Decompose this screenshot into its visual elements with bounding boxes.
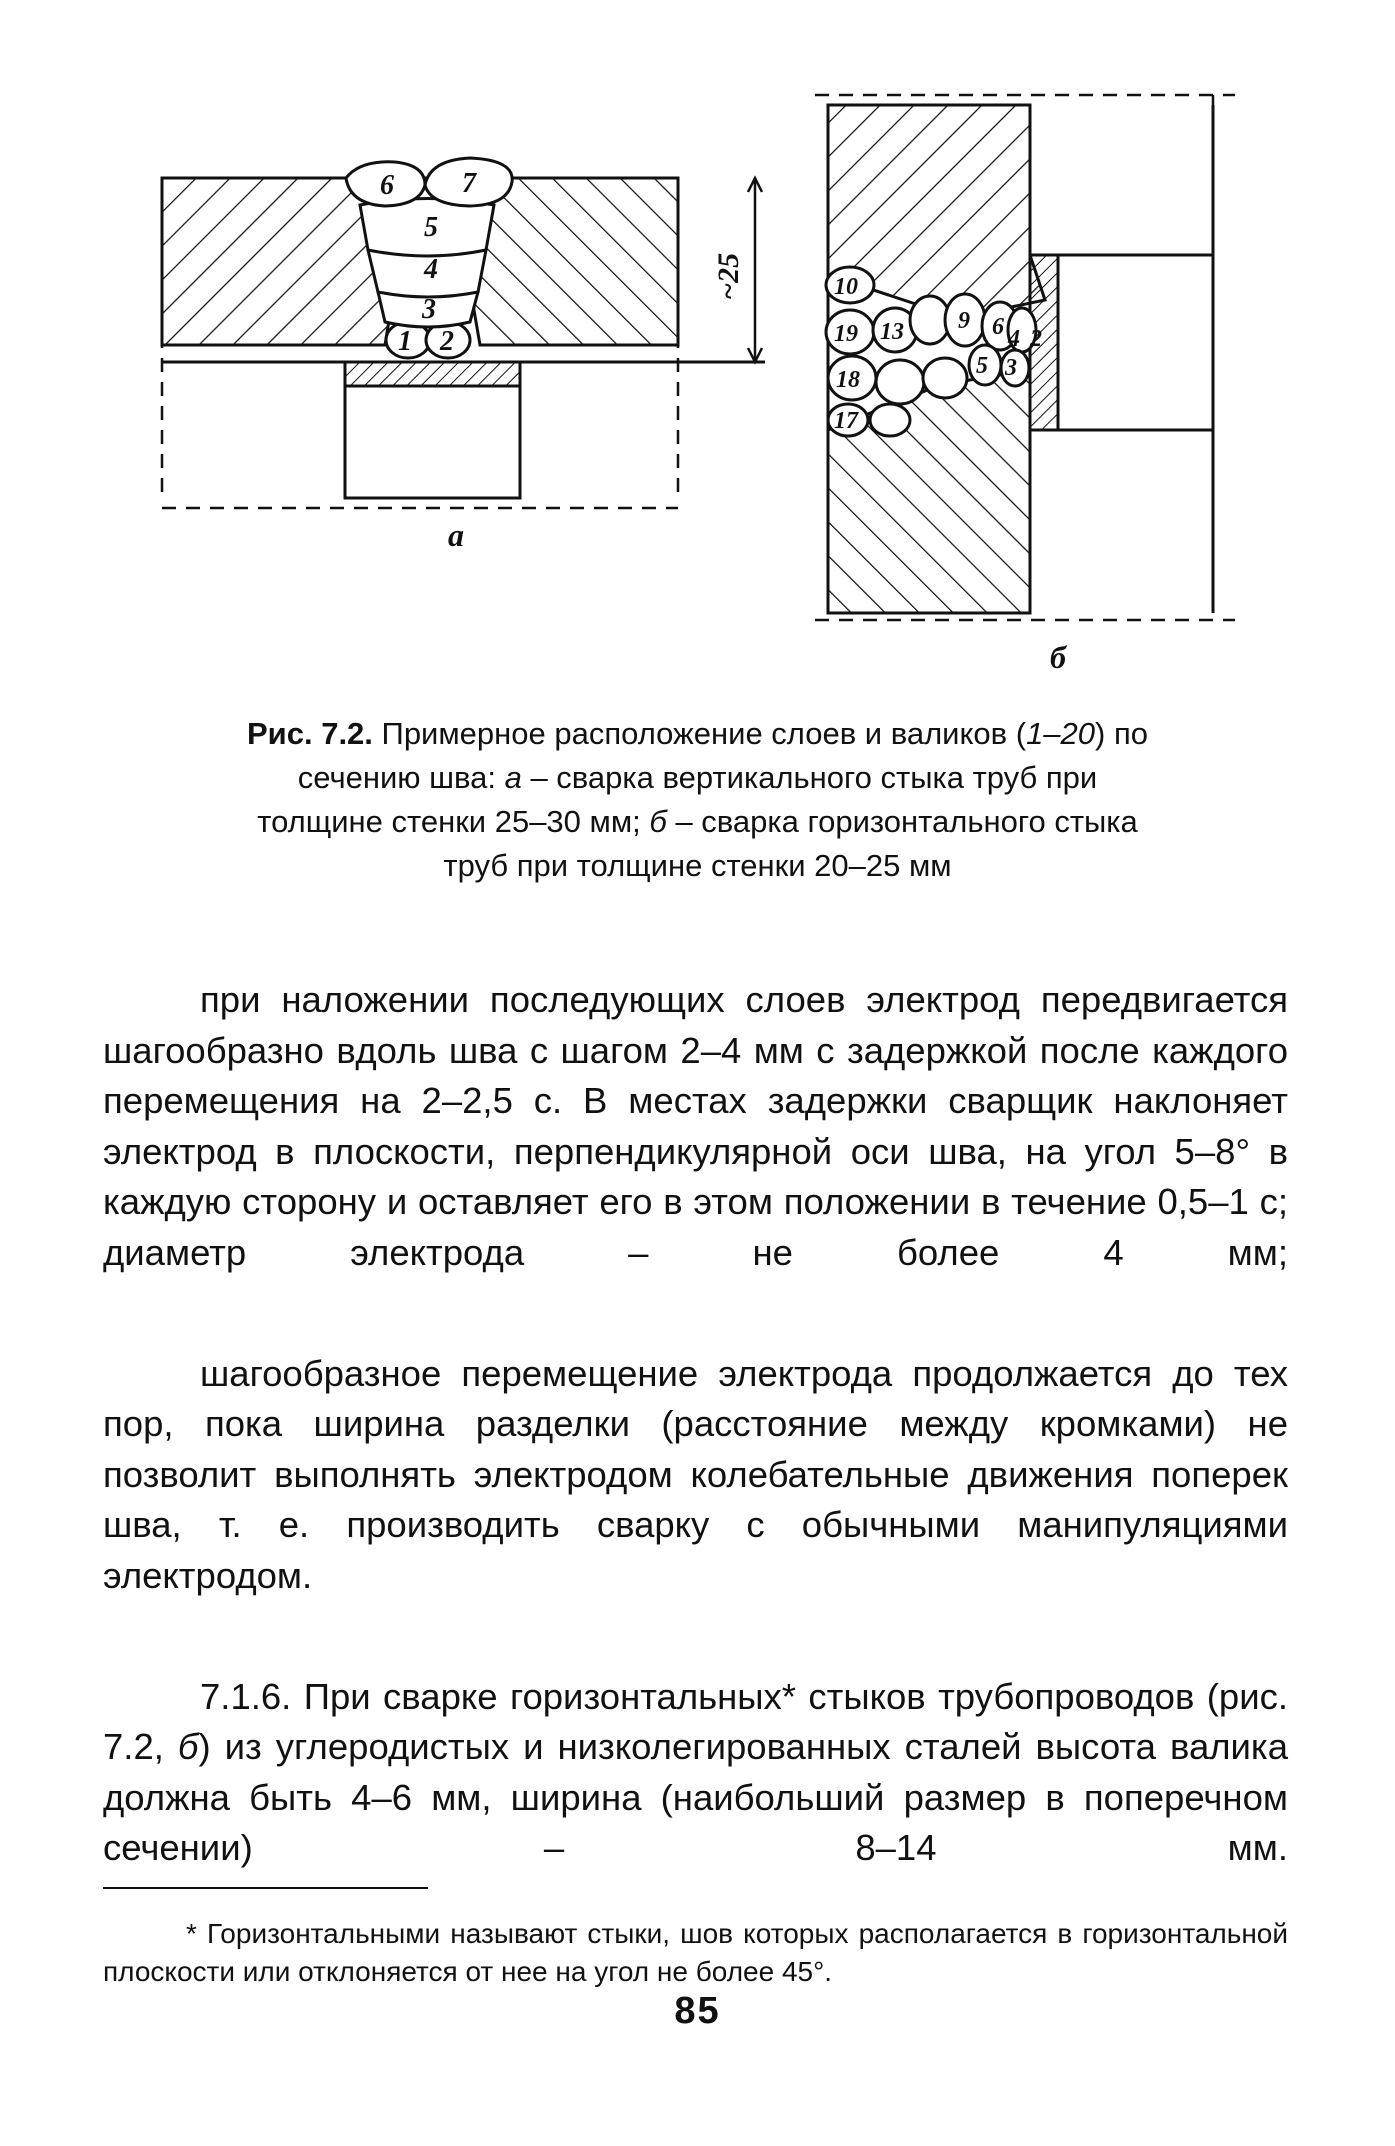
bead-a-label: 6	[380, 170, 394, 201]
bead-b-label: 13	[880, 319, 904, 345]
caption-label-a: а	[504, 760, 522, 795]
figure-caption	[240, 712, 1155, 888]
body-text	[103, 975, 1288, 1924]
caption-label-b: б	[649, 804, 667, 839]
caption-text: Примерное расположение слоев и валиков (	[372, 716, 1027, 751]
figure-ref-label: б	[177, 1726, 199, 1767]
drawing-a	[162, 158, 765, 553]
bead-a-label: 1	[398, 326, 412, 357]
bead-b-label: 17	[834, 408, 858, 434]
dimension-label: ~25	[712, 252, 745, 300]
caption-text-a: – сварка вертикального стыка труб при толщине стенки 25–30 мм;	[257, 760, 1098, 839]
footnote	[103, 1915, 1288, 1991]
caption-text-b: – сварка горизонтального стыка труб при толщине стенки 20–25 мм	[443, 804, 1138, 883]
bead-b-label: 3	[1005, 355, 1017, 381]
footnote-text: * Горизонтальными называют стыки, шов которых располагается в горизонтальной плоскости или отклоняется от нее на угол не более 45°.	[103, 1918, 1288, 1987]
caption-prefix: Рис. 7.2.	[247, 716, 373, 751]
bead-b-label: 10	[834, 274, 858, 300]
bead-b-label: 9	[958, 308, 970, 334]
bead-a-label: 3	[422, 294, 436, 325]
footnote-divider	[103, 1887, 428, 1889]
bead-b-label: 5	[976, 353, 988, 379]
bead-a-label: 5	[424, 212, 438, 243]
figure-7-2	[0, 0, 1395, 680]
caption-range: 1–20	[1026, 716, 1096, 751]
paragraph: при наложении последующих слоев электрод передвигается шагообразно вдоль шва с шагом 2–4 мм с задержкой после каждого перемещения на 2–2,5 с. В местах задержки сварщик наклоняет электрод в плоскости, перпендикулярной оси шва, на угол 5–8° в каждую сторону и оставляет его в этом положении в течение 0,5–1 с; диаметр электрода – не более 4 мм;	[103, 979, 1288, 1273]
bead-b-label: 19	[834, 321, 858, 347]
bead-b-label: 18	[836, 367, 860, 393]
bead-b-label: 6	[992, 314, 1004, 340]
bead-a-label: 7	[462, 168, 476, 199]
bead-a-label: 2	[440, 326, 454, 357]
bead-a-label: 4	[424, 254, 438, 285]
caption-text: ) по сечению шва:	[297, 716, 1148, 795]
bead-b-label: 4	[1008, 326, 1020, 352]
label-b: б	[1050, 639, 1066, 675]
paragraph-text: 7.1.6. При сварке горизонтальных* стыков трубопроводов (рис. 7.2,	[103, 1675, 1288, 1767]
page-number: 85	[674, 1990, 721, 2032]
paragraph-text: ) из углеродистых и низколегированных сталей высота валика должна быть 4–6 мм, ширина (наибольший размер в поперечном сечении) – 8–14 мм.	[103, 1726, 1288, 1868]
paragraph: шагообразное перемещение электрода продолжается до тех пор, пока ширина разделки (расстояние между кромками) не позволит выполнять электродом колебательные движения поперек шва, т. е. производить сварку с обычными манипуляциями электродом.	[103, 1352, 1288, 1596]
drawing-b	[815, 95, 1235, 675]
label-a: а	[448, 517, 464, 553]
bead-b-label: 2	[1030, 326, 1042, 352]
